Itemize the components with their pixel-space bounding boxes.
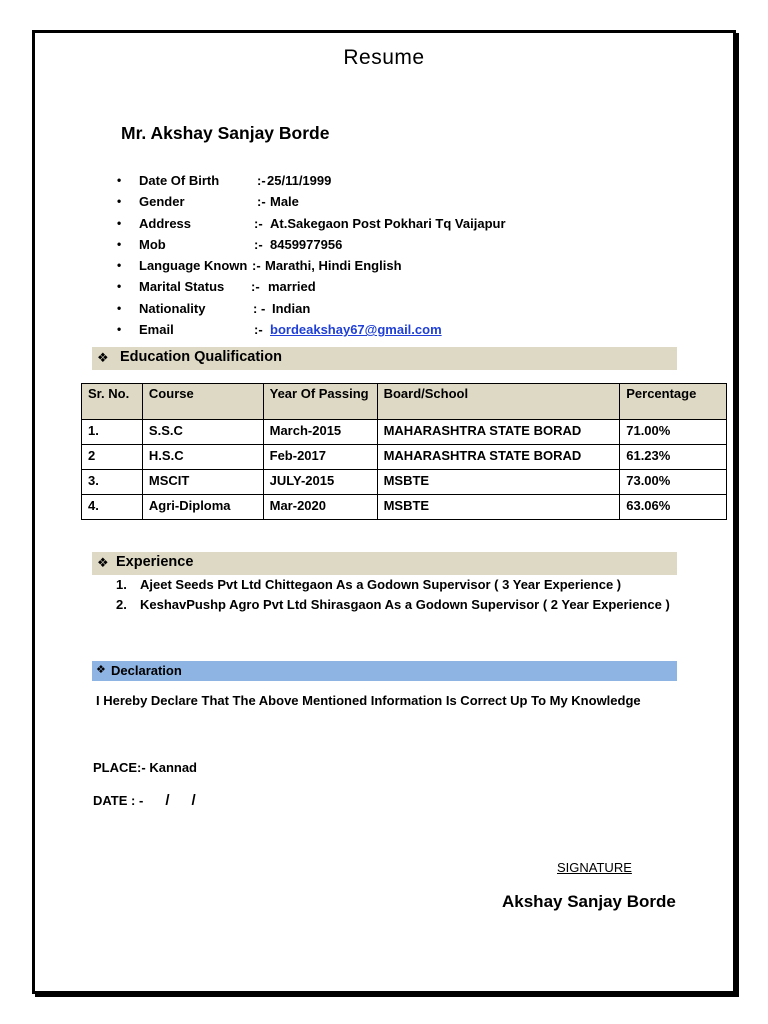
table-cell: 4. xyxy=(82,495,143,520)
bullet-icon: • xyxy=(117,279,122,294)
table-cell: March-2015 xyxy=(263,420,377,445)
column-header: Board/School xyxy=(377,384,620,420)
list-number: 1. xyxy=(116,577,127,592)
column-header: Sr. No. xyxy=(82,384,143,420)
detail-separator: : - xyxy=(253,300,266,316)
candidate-name: Mr. Akshay Sanjay Borde xyxy=(121,123,330,143)
education-heading-band xyxy=(92,347,677,370)
email-link[interactable]: bordeakshay67@gmail.com xyxy=(270,322,442,338)
table-cell: S.S.C xyxy=(142,420,263,445)
bullet-icon: • xyxy=(117,300,122,315)
table-row xyxy=(82,445,727,470)
list-number: 2. xyxy=(116,597,127,612)
table-cell: JULY-2015 xyxy=(263,470,377,495)
bullet-icon: • xyxy=(117,258,122,273)
table-cell: 2 xyxy=(82,445,143,470)
bullet-icon: • xyxy=(117,236,122,251)
date-slash: / xyxy=(191,792,196,809)
detail-separator: :- xyxy=(257,194,266,210)
detail-label: Address xyxy=(139,215,192,231)
bullet-icon: • xyxy=(117,215,122,230)
detail-value: 25/11/1999 xyxy=(267,173,332,188)
detail-value: 8459977956 xyxy=(270,236,343,252)
detail-value: Indian xyxy=(272,300,311,316)
declaration-heading: Declaration xyxy=(111,663,182,678)
table-header-row xyxy=(82,384,727,420)
table-cell: 63.06% xyxy=(620,495,727,520)
table-row xyxy=(82,495,727,520)
education-table xyxy=(81,383,727,520)
detail-value: At.Sakegaon Post Pokhari Tq Vaijapur xyxy=(270,215,506,231)
signature-name: Akshay Sanjay Borde xyxy=(502,892,676,911)
experience-list xyxy=(116,575,670,615)
experience-text: Ajeet Seeds Pvt Ltd Chittegaon As a Godown Supervisor ( 3 Year Experience ) xyxy=(140,577,622,592)
column-header: Percentage xyxy=(620,384,727,420)
column-header: Year Of Passing xyxy=(263,384,377,420)
diamond-bullet-icon: ❖ xyxy=(97,555,109,570)
table-row xyxy=(82,470,727,495)
declaration-heading-band xyxy=(92,661,677,681)
list-item xyxy=(116,595,670,615)
detail-label: Email xyxy=(139,322,174,338)
document-title: Resume xyxy=(343,46,425,69)
detail-value: married xyxy=(268,279,316,295)
table-cell: Mar-2020 xyxy=(263,495,377,520)
detail-separator: :- xyxy=(257,173,266,188)
table-cell: Agri-Diploma xyxy=(142,495,263,520)
bullet-icon: • xyxy=(117,322,122,337)
detail-separator: :- xyxy=(254,236,263,252)
experience-heading-band xyxy=(92,552,677,575)
declaration-text: I Hereby Declare That The Above Mentioned Information Is Correct Up To My Knowledge xyxy=(96,693,641,708)
date-line xyxy=(93,792,196,809)
experience-text: KeshavPushp Agro Pvt Ltd Shirasgaon As a Godown Supervisor ( 2 Year Experience ) xyxy=(140,597,670,612)
detail-label: Mob xyxy=(139,236,166,252)
detail-label: Date Of Birth xyxy=(139,173,220,188)
detail-label: Gender xyxy=(139,194,185,210)
detail-separator: :- xyxy=(251,279,260,295)
table-cell: 3. xyxy=(82,470,143,495)
table-cell: MSBTE xyxy=(377,495,620,520)
table-cell: MSBTE xyxy=(377,470,620,495)
experience-heading: Experience xyxy=(116,554,194,570)
education-heading: Education Qualification xyxy=(120,349,282,365)
table-cell: MAHARASHTRA STATE BORAD xyxy=(377,445,620,470)
table-row xyxy=(82,420,727,445)
table-cell: Feb-2017 xyxy=(263,445,377,470)
diamond-bullet-icon: ❖ xyxy=(96,664,106,676)
signature-label: SIGNATURE xyxy=(557,860,632,875)
detail-value: Male xyxy=(270,194,299,210)
list-item xyxy=(116,575,670,595)
bullet-icon: • xyxy=(117,194,122,209)
table-cell: 61.23% xyxy=(620,445,727,470)
table-cell: H.S.C xyxy=(142,445,263,470)
detail-label: Language Known xyxy=(139,258,248,274)
place-line: PLACE:- Kannad xyxy=(93,760,197,775)
table-cell: MSCIT xyxy=(142,470,263,495)
date-label: DATE : - xyxy=(93,793,144,808)
table-cell: MAHARASHTRA STATE BORAD xyxy=(377,420,620,445)
table-cell: 71.00% xyxy=(620,420,727,445)
detail-separator: :- xyxy=(254,215,263,231)
bullet-icon: • xyxy=(117,173,122,187)
table-cell: 1. xyxy=(82,420,143,445)
detail-separator: :- xyxy=(252,258,261,274)
diamond-bullet-icon: ❖ xyxy=(97,350,109,365)
table-cell: 73.00% xyxy=(620,470,727,495)
detail-separator: :- xyxy=(254,322,263,338)
date-slash: / xyxy=(165,792,170,809)
column-header: Course xyxy=(142,384,263,420)
detail-label: Nationality xyxy=(139,300,206,316)
detail-label: Marital Status xyxy=(139,279,225,295)
detail-value: Marathi, Hindi English xyxy=(265,258,402,274)
